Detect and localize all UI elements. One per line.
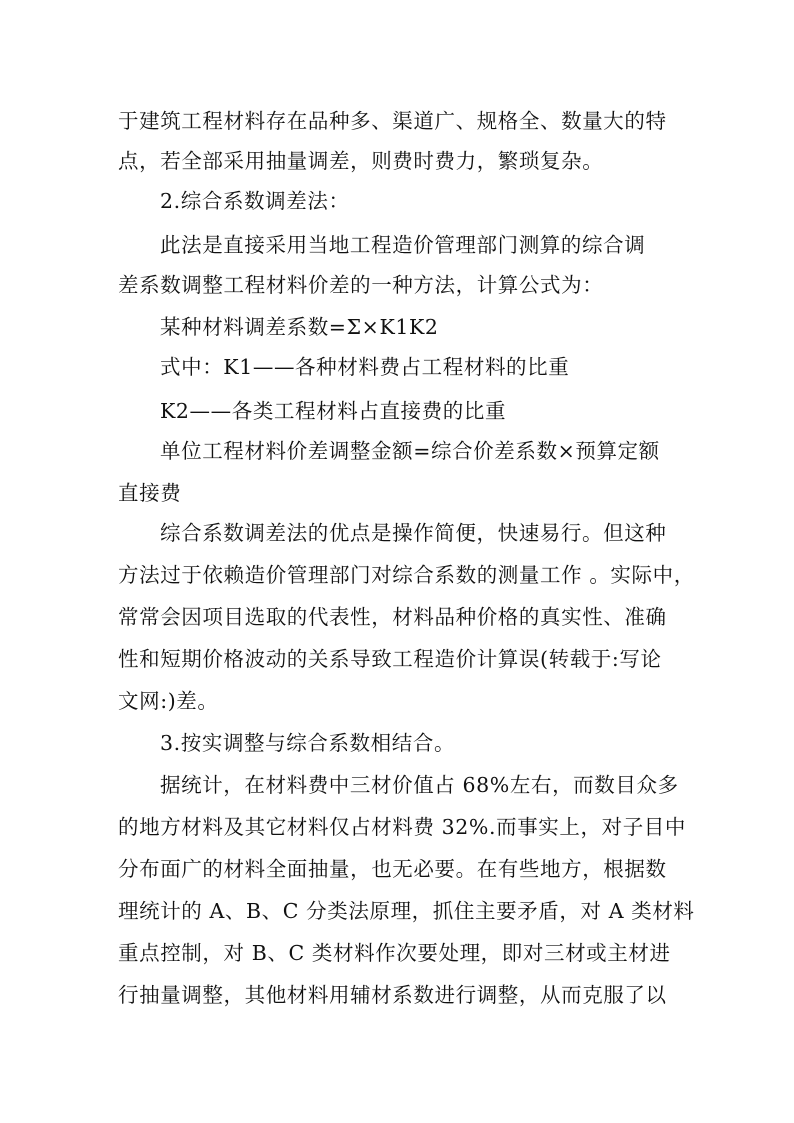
paragraph-line: 差系数调整工程材料价差的一种方法，计算公式为： <box>118 273 604 297</box>
section-heading: 2.综合系数调差法： <box>160 189 350 213</box>
paragraph-line: 据统计，在材料费中三材价值占 68%左右，而数目众多 <box>160 773 679 797</box>
paragraph-line: 理统计的 A、B、C 分类法原理，抓住主要矛盾，对 A 类材料 <box>118 899 695 923</box>
paragraph-line: 综合系数调差法的优点是操作简便，快速易行。但这种 <box>160 521 667 545</box>
formula-definition: K2——各类工程材料占直接费的比重 <box>160 399 507 423</box>
section-heading: 3.按实调整与综合系数相结合。 <box>160 731 456 755</box>
paragraph-line: 行抽量调整，其他材料用辅材系数进行调整，从而克服了以 <box>118 983 667 1007</box>
paragraph-line: 文网:)差。 <box>118 689 219 713</box>
formula-definition: 式中：K1——各种材料费占工程材料的比重 <box>160 355 570 379</box>
paragraph-line: 重点控制，对 B、C 类材料作次要处理，即对三材或主材进 <box>118 941 671 965</box>
paragraph-line: 方法过于依赖造价管理部门对综合系数的测量工作 。实际中， <box>118 563 695 587</box>
paragraph-line: 点，若全部采用抽量调差，则费时费力，繁琐复杂。 <box>118 149 604 173</box>
paragraph-line: 于建筑工程材料存在品种多、渠道广、规格全、数量大的特 <box>118 109 667 133</box>
formula-line: 某种材料调差系数=Σ×K1K2 <box>160 315 439 339</box>
paragraph-line: 常常会因项目选取的代表性，材料品种价格的真实性、准确 <box>118 605 667 629</box>
paragraph-line: 单位工程材料价差调整金额=综合价差系数×预算定额 <box>160 439 660 463</box>
paragraph-line: 此法是直接采用当地工程造价管理部门测算的综合调 <box>160 233 646 257</box>
paragraph-line: 性和短期价格波动的关系导致工程造价计算误(转载于:写论 <box>118 647 662 671</box>
paragraph-line: 直接费 <box>118 481 182 505</box>
paragraph-line: 的地方材料及其它材料仅占材料费 32%.而事实上，对子目中 <box>118 815 686 839</box>
paragraph-line: 分布面广的材料全面抽量，也无必要。在有些地方，根据数 <box>118 857 667 881</box>
